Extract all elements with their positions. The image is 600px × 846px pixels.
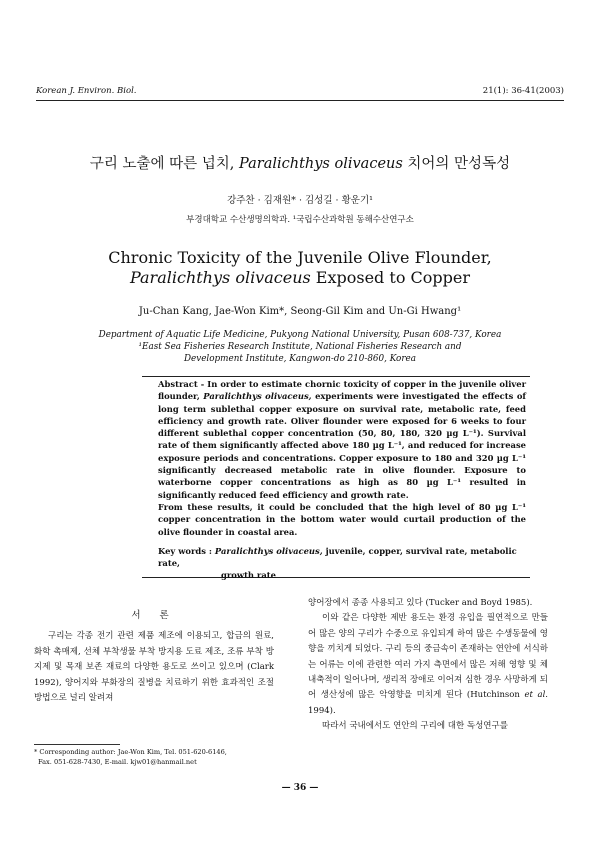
right-column <box>308 596 548 735</box>
footnote-rule <box>34 744 120 745</box>
english-title-species: Paralichthys olivaceus <box>129 268 311 287</box>
abstract-intro: - In order to estimate chornic toxicity of copper in the juvenile oliver flounder, <box>158 379 526 402</box>
english-affiliation <box>0 329 600 365</box>
right-paragraph-2-text: 이와 같은 다양한 제반 용도는 환경 유입을 필연적으로 만들어 많은 양의 구리가 수중으로 유입되게 하여 많은 수생동물에 영향을 끼치게 되었다. 구리 등의 중금속이 존재하는 연안에 서식하는 어류는 이에 관련한 여러 가지 측면에서 많은 저해 영향 및 체내축적이 일어나며, 생리적 장애로 이어져 심한 경우 사망하게 되어 생산성에 많은 악영향을 미치게 된다 (Hutchinson <box>308 613 548 701</box>
affiliation-line3: Development Institute, Kangwon-do 210-860, Korea <box>184 354 416 364</box>
right-paragraph-2 <box>308 611 548 719</box>
abstract-species: Paralichthys olivaceus, <box>203 391 312 402</box>
footnote <box>34 747 284 767</box>
keywords-list: juvenile, copper, survival rate, metabolic rate, <box>158 546 517 568</box>
right-paragraph-3: 따라서 국내에서도 연안의 구리에 대한 독성연구를 <box>322 721 508 732</box>
journal-name: Korean J. Environ. Biol. <box>36 86 137 96</box>
english-title-suffix: Exposed to Copper <box>315 268 471 287</box>
volume-info: 21(1): 36-41(2003) <box>482 86 564 96</box>
right-paragraph-2-etal: et al. <box>524 690 549 701</box>
right-paragraph-2-end: 1994). <box>308 705 336 716</box>
korean-title <box>0 152 600 173</box>
english-title-line1: Chronic Toxicity of the Juvenile Olive Flounder, <box>108 248 492 267</box>
keywords-label: Key words : <box>158 546 212 556</box>
abstract <box>158 378 526 538</box>
affiliation-line1: Department of Aquatic Life Medicine, Pukyong National University, Pusan 608-737, Korea <box>98 330 502 340</box>
english-title <box>0 248 600 288</box>
affiliation-line2: ¹East Sea Fisheries Research Institute, National Fisheries Research and <box>138 342 462 352</box>
abstract-body: experiments were investigated the effects of long term sublethal copper exposure on survival rate, metabolic rate, feed efficiency and growth rate. Oliver flounder were exposed for 6 weeks to four different sublethal copper concentration (50, 80, 180, 320 µg L⁻¹). Survival rate of them significantly affected above 180 µg L⁻¹, and reduced for increase exposure periods and concentrations. Copper exposure to 180 and 320 µg L⁻¹ significantly decreased metabolic rate in olive flounder. Exposure to waterborne copper concentrations as high as 80 µg L⁻¹ resulted in significantly reduced feed efficiency and growth rate. <box>158 391 527 500</box>
korean-affiliation: 부경대학교 수산생명의학과. ¹국립수산과학원 동해수산연구소 <box>186 215 414 225</box>
korean-title-species: Paralichthys olivaceus <box>239 156 403 172</box>
left-column <box>34 608 274 706</box>
running-header <box>36 86 564 96</box>
korean-title-prefix: 구리 노출에 따른 넙치, <box>89 156 235 172</box>
section-title: 서 론 <box>131 610 177 621</box>
header-rule <box>36 100 564 101</box>
keywords-list-2: growth rate <box>221 570 276 580</box>
keywords-species: Paralichthys olivaceus, <box>214 546 323 556</box>
abstract-label: Abstract <box>158 379 198 389</box>
korean-title-suffix: 치어의 만성독성 <box>407 156 511 172</box>
footnote-line1: * Corresponding author: Jae-Won Kim, Tel. 051-620-6146, <box>34 748 227 756</box>
abstract-conclusion: From these results, it could be concluded that the high level of 80 µg L⁻¹ copper concentration in the bottom water would curtail production of the olive flounder in coastal area. <box>158 501 526 537</box>
left-column-paragraph: 구리는 각종 전기 관련 제품 제조에 이용되고, 합금의 원료, 화학 촉매제, 선체 부착생물 부착 방지용 도료 제조, 조류 부착 방지제 및 목재 보존 재료의 다양한 용도로 쓰이고 있으며 (Clark 1992), 양어지와 부화장의 질병을 치료하기 위한 효과적인 조절 방법으로 널리 알려져 <box>34 631 274 704</box>
keywords <box>158 545 526 581</box>
english-authors: Ju-Chan Kang, Jae-Won Kim*, Seong-Gil Kim and Un-Gi Hwang¹ <box>138 306 462 317</box>
page-number: — 36 — <box>281 783 319 793</box>
footnote-line2: Fax. 051-628-7430, E-mail. kjw01@hanmail.net <box>38 758 197 766</box>
korean-authors: 강주찬 · 김재원* · 김성길 · 황운기¹ <box>227 195 373 206</box>
right-paragraph-1: 양어장에서 종종 사용되고 있다 (Tucker and Boyd 1985). <box>308 598 533 608</box>
english-title-line2 <box>0 268 600 288</box>
